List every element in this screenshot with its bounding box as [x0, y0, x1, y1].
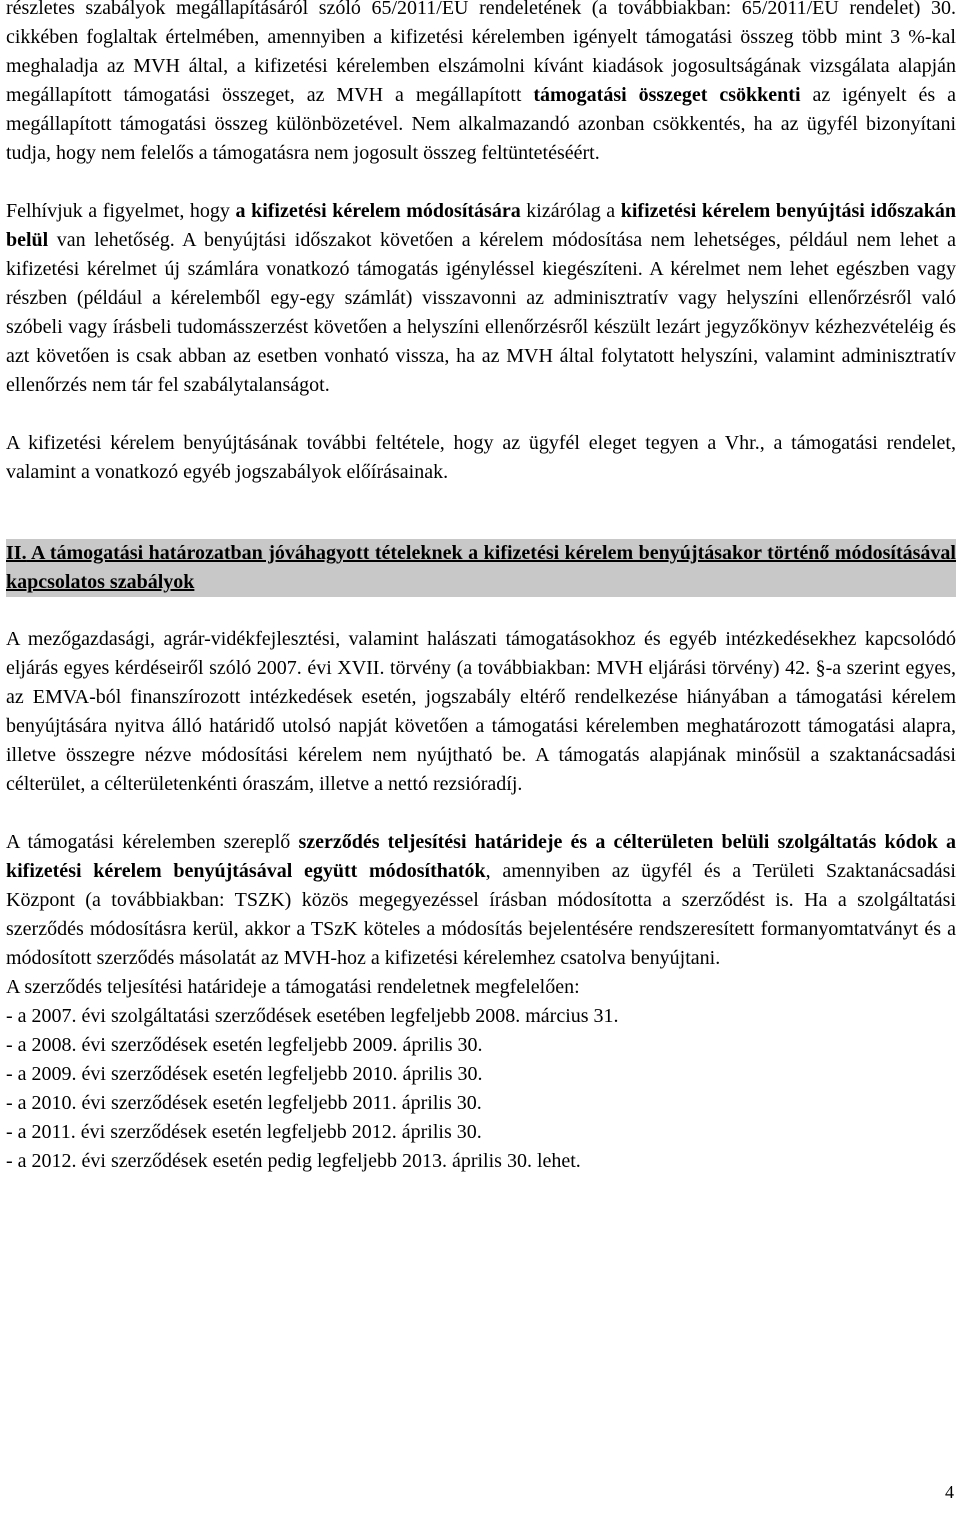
list-item: - a 2012. évi szerződések esetén pedig legfeljebb 2013. április 30. lehet.: [6, 1150, 581, 1172]
section-numeral: II.: [6, 542, 27, 564]
deadline-list: [6, 1002, 956, 1176]
paragraph-modification-notice: [6, 197, 956, 400]
paragraph-text: van lehetőség. A benyújtási időszakot követően a kérelem módosítása nem lehetséges, például nem lehet a kifizetési kérelmet új számlára vonatkozó támogatás igényléssel kiegészíteni. A kérelmet nem lehet egészben vagy részben (például a kérelemből egy-egy számlát) visszavonni az adminisztratív vagy helyszíni ellenőrzésről való szóbeli vagy írásbeli tudomásszerzést követően a helyszíni ellenőrzésről készült lezárt jegyzőkönyv kézhezvételéig és azt követően is csak abban az esetben vonható vissza, ha az MVH által folytatott helyszíni, valamint adminisztratív ellenőrzés nem tár fel szabálytalanságot.: [6, 229, 956, 396]
bold-phrase: támogatási összeget csökkenti: [533, 84, 801, 106]
section-title: A támogatási határozatban jóváhagyott tételeknek a kifizetési kérelem benyújtásakor történő módosításával kapcsolatos szabályok: [6, 542, 956, 593]
list-item: - a 2010. évi szerződések esetén legfeljebb 2011. április 30.: [6, 1092, 482, 1114]
paragraph-text: kizárólag a: [520, 200, 621, 222]
section-heading: [6, 539, 956, 597]
bold-phrase: szerződés teljesítési határideje és a célterületen belüli szolgáltatás kódok a kifizetési kérelem benyújtásával együtt módosíthatók: [6, 831, 956, 882]
list-item: - a 2007. évi szolgáltatási szerződések esetében legfeljebb 2008. március 31.: [6, 1005, 619, 1027]
paragraph-text: részletes szabályok megállapításáról szóló 65/2011/EU rendeletének (a továbbiakban: 65/2011/EU rendelet) 30. cikkében foglaltak értelmében, amennyiben a kifizetési kérelemben igényelt támogatási összeg több mint 3 %-kal meghaladja az MVH által, a kifizetési kérelemben elszámolni kívánt kiadások jogosultságának vizsgálata alapján megállapított támogatási összeget, az MVH a megállapított: [6, 0, 956, 106]
list-item: - a 2008. évi szerződések esetén legfeljebb 2009. április 30.: [6, 1034, 483, 1056]
deadline-intro: A szerződés teljesítési határideje a támogatási rendeletnek megfelelően:: [6, 976, 580, 998]
list-item: - a 2011. évi szerződések esetén legfeljebb 2012. április 30.: [6, 1121, 482, 1143]
paragraph-text: A támogatási kérelemben szereplő: [6, 831, 299, 853]
page-number: 4: [945, 1482, 954, 1502]
paragraph-mvh-procedure-law: A mezőgazdasági, agrár-vidékfejlesztési, valamint halászati támogatásokhoz és egyéb intézkedésekhez kapcsolódó eljárás egyes kérdéseiről szóló 2007. évi XVII. törvény (a továbbiakban: MVH eljárási törvény) 42. §-a szerint egyes, az EMVA-ból finanszírozott intézkedések esetén, jogszabály eltérő rendelkezése hiányában a támogatási kérelem benyújtására nyitva álló határidő utolsó napját követően a támogatási kérelemben meghatározott támogatási alapra, illetve összegre nézve módosítási kérelem nem nyújtható be. A támogatás alapjának minősül a szaktanácsadási célterület, a célterületenkénti óraszám, illetve a nettó rezsióradíj.: [6, 628, 956, 795]
paragraph-text: , amennyiben az ügyfél és a Területi Szaktanácsadási Központ (a továbbiakban: TSZK) közös megegyezéssel írásban módosította a szerződést is. Ha a szolgáltatási szerződés módosításra kerül, akkor a TSzK köteles a módosítás bejelentésére rendszeresített formanyomtatványt és a módosított szerződés másolatát az MVH-hoz a kifizetési kérelemhez csatolva benyújtani.: [6, 860, 956, 969]
paragraph-further-conditions: A kifizetési kérelem benyújtásának további feltétele, hogy az ügyfél eleget tegyen a Vhr., a támogatási rendelet, valamint a vonatkozó egyéb jogszabályok előírásainak.: [6, 432, 956, 483]
bold-phrase: kifizetési kérelem benyújtási időszakán belül: [6, 200, 956, 251]
paragraph-text: Felhívjuk a figyelmet, hogy: [6, 200, 236, 222]
paragraph-reduction-rule: [6, 0, 956, 168]
document-page: [6, 0, 956, 1176]
bold-phrase: a kifizetési kérelem módosítására: [235, 200, 521, 222]
paragraph-contract-modification: [6, 828, 956, 973]
list-item: - a 2009. évi szerződések esetén legfeljebb 2010. április 30.: [6, 1063, 483, 1085]
paragraph-text: az igényelt és a megállapított támogatási összeg különbözetével. Nem alkalmazandó azonban csökkentés, ha az ügyfél bizonyítani tudja, hogy nem felelős a támogatásra nem jogosult összeg feltüntetéséért.: [6, 84, 957, 164]
